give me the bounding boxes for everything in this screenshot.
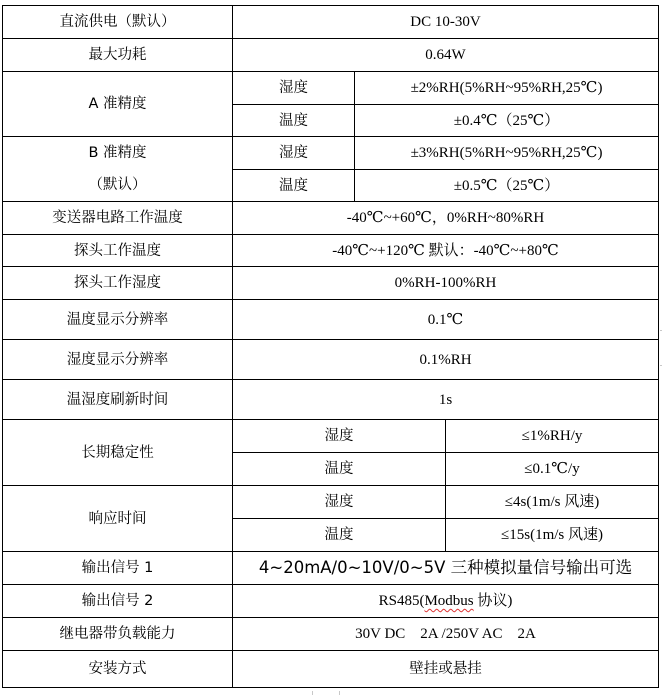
value-cell: ±0.5℃（25℃） — [355, 170, 659, 202]
value-cell: ≤1%RH/y — [446, 420, 659, 453]
page-edge-marker — [312, 691, 313, 695]
sub-label-cell: 湿度 — [233, 420, 446, 453]
spec-table-container — [2, 5, 659, 688]
value-cell: 30V DC 2A /250V AC 2A — [233, 618, 659, 651]
label-cell: 继电器带负载能力 — [3, 618, 233, 651]
value-prefix: RS485( — [378, 593, 425, 609]
label-cell: 温湿度刷新时间 — [3, 380, 233, 420]
value-cell: DC 10-30V — [233, 6, 659, 39]
label-cell: 输出信号 2 — [3, 585, 233, 618]
value-cell: 1s — [233, 380, 659, 420]
page-edge-marker — [339, 691, 340, 695]
table-row-probe-humidity — [3, 267, 659, 300]
table-row-max-power — [3, 39, 659, 72]
label-cell: A 准精度 — [3, 72, 233, 137]
table-row-a-accuracy-humidity — [3, 72, 659, 105]
value-cell: ±2%RH(5%RH~95%RH,25℃) — [355, 72, 659, 105]
label-line-2: （默认） — [88, 177, 147, 193]
value-cell: 4~20mA/0~10V/0~5V 三种模拟量信号输出可选 — [233, 552, 659, 585]
sub-label-cell: 湿度 — [233, 72, 355, 105]
label-cell: 温度显示分辨率 — [3, 300, 233, 340]
value-cell: ≤15s(1m/s 风速) — [446, 519, 659, 552]
table-row-temp-resolution — [3, 300, 659, 340]
table-row-probe-temp — [3, 235, 659, 267]
value-cell: 0.64W — [233, 39, 659, 72]
value-cell: -40℃~+120℃ 默认：-40℃~+80℃ — [233, 235, 659, 267]
spellcheck-underlined-word: Modbus — [424, 593, 474, 609]
value-suffix: 协议) — [473, 593, 513, 609]
value-cell: ≤0.1℃/y — [446, 453, 659, 486]
sub-label-cell: 湿度 — [233, 486, 446, 519]
sub-label-cell: 温度 — [233, 519, 446, 552]
table-row-b-accuracy-humidity — [3, 137, 659, 170]
table-row-response-humidity — [3, 486, 659, 519]
table-row-stability-humidity — [3, 420, 659, 453]
label-cell: 输出信号 1 — [3, 552, 233, 585]
label-cell: 探头工作温度 — [3, 235, 233, 267]
label-cell: 直流供电（默认） — [3, 6, 233, 39]
value-cell: 0.1%RH — [233, 340, 659, 380]
label-cell: 长期稳定性 — [3, 420, 233, 486]
table-row-circuit-temp — [3, 202, 659, 235]
sub-label-cell: 温度 — [233, 453, 446, 486]
table-row-power-supply — [3, 6, 659, 39]
label-cell: 探头工作湿度 — [3, 267, 233, 300]
value-cell: 0.1℃ — [233, 300, 659, 340]
table-row-output-2 — [3, 585, 659, 618]
value-cell: ±0.4℃（25℃） — [355, 105, 659, 137]
value-cell — [233, 585, 659, 618]
label-line-1: B 准精度 — [88, 145, 147, 161]
table-row-refresh-time — [3, 380, 659, 420]
sub-label-cell: 温度 — [233, 105, 355, 137]
value-cell: ≤4s(1m/s 风速) — [446, 486, 659, 519]
label-cell — [3, 137, 233, 202]
value-cell: 0%RH-100%RH — [233, 267, 659, 300]
value-cell: ±3%RH(5%RH~95%RH,25℃) — [355, 137, 659, 170]
label-cell: 变送器电路工作温度 — [3, 202, 233, 235]
table-row-relay-capacity — [3, 618, 659, 651]
value-cell: -40℃~+60℃，0%RH~80%RH — [233, 202, 659, 235]
spec-table — [2, 5, 659, 688]
sub-label-cell: 湿度 — [233, 137, 355, 170]
label-cell: 湿度显示分辨率 — [3, 340, 233, 380]
label-cell: 响应时间 — [3, 486, 233, 552]
table-row-output-1 — [3, 552, 659, 585]
table-row-humidity-resolution — [3, 340, 659, 380]
table-row-installation — [3, 651, 659, 688]
sub-label-cell: 温度 — [233, 170, 355, 202]
value-cell: 壁挂或悬挂 — [233, 651, 659, 688]
label-cell: 最大功耗 — [3, 39, 233, 72]
label-cell: 安装方式 — [3, 651, 233, 688]
